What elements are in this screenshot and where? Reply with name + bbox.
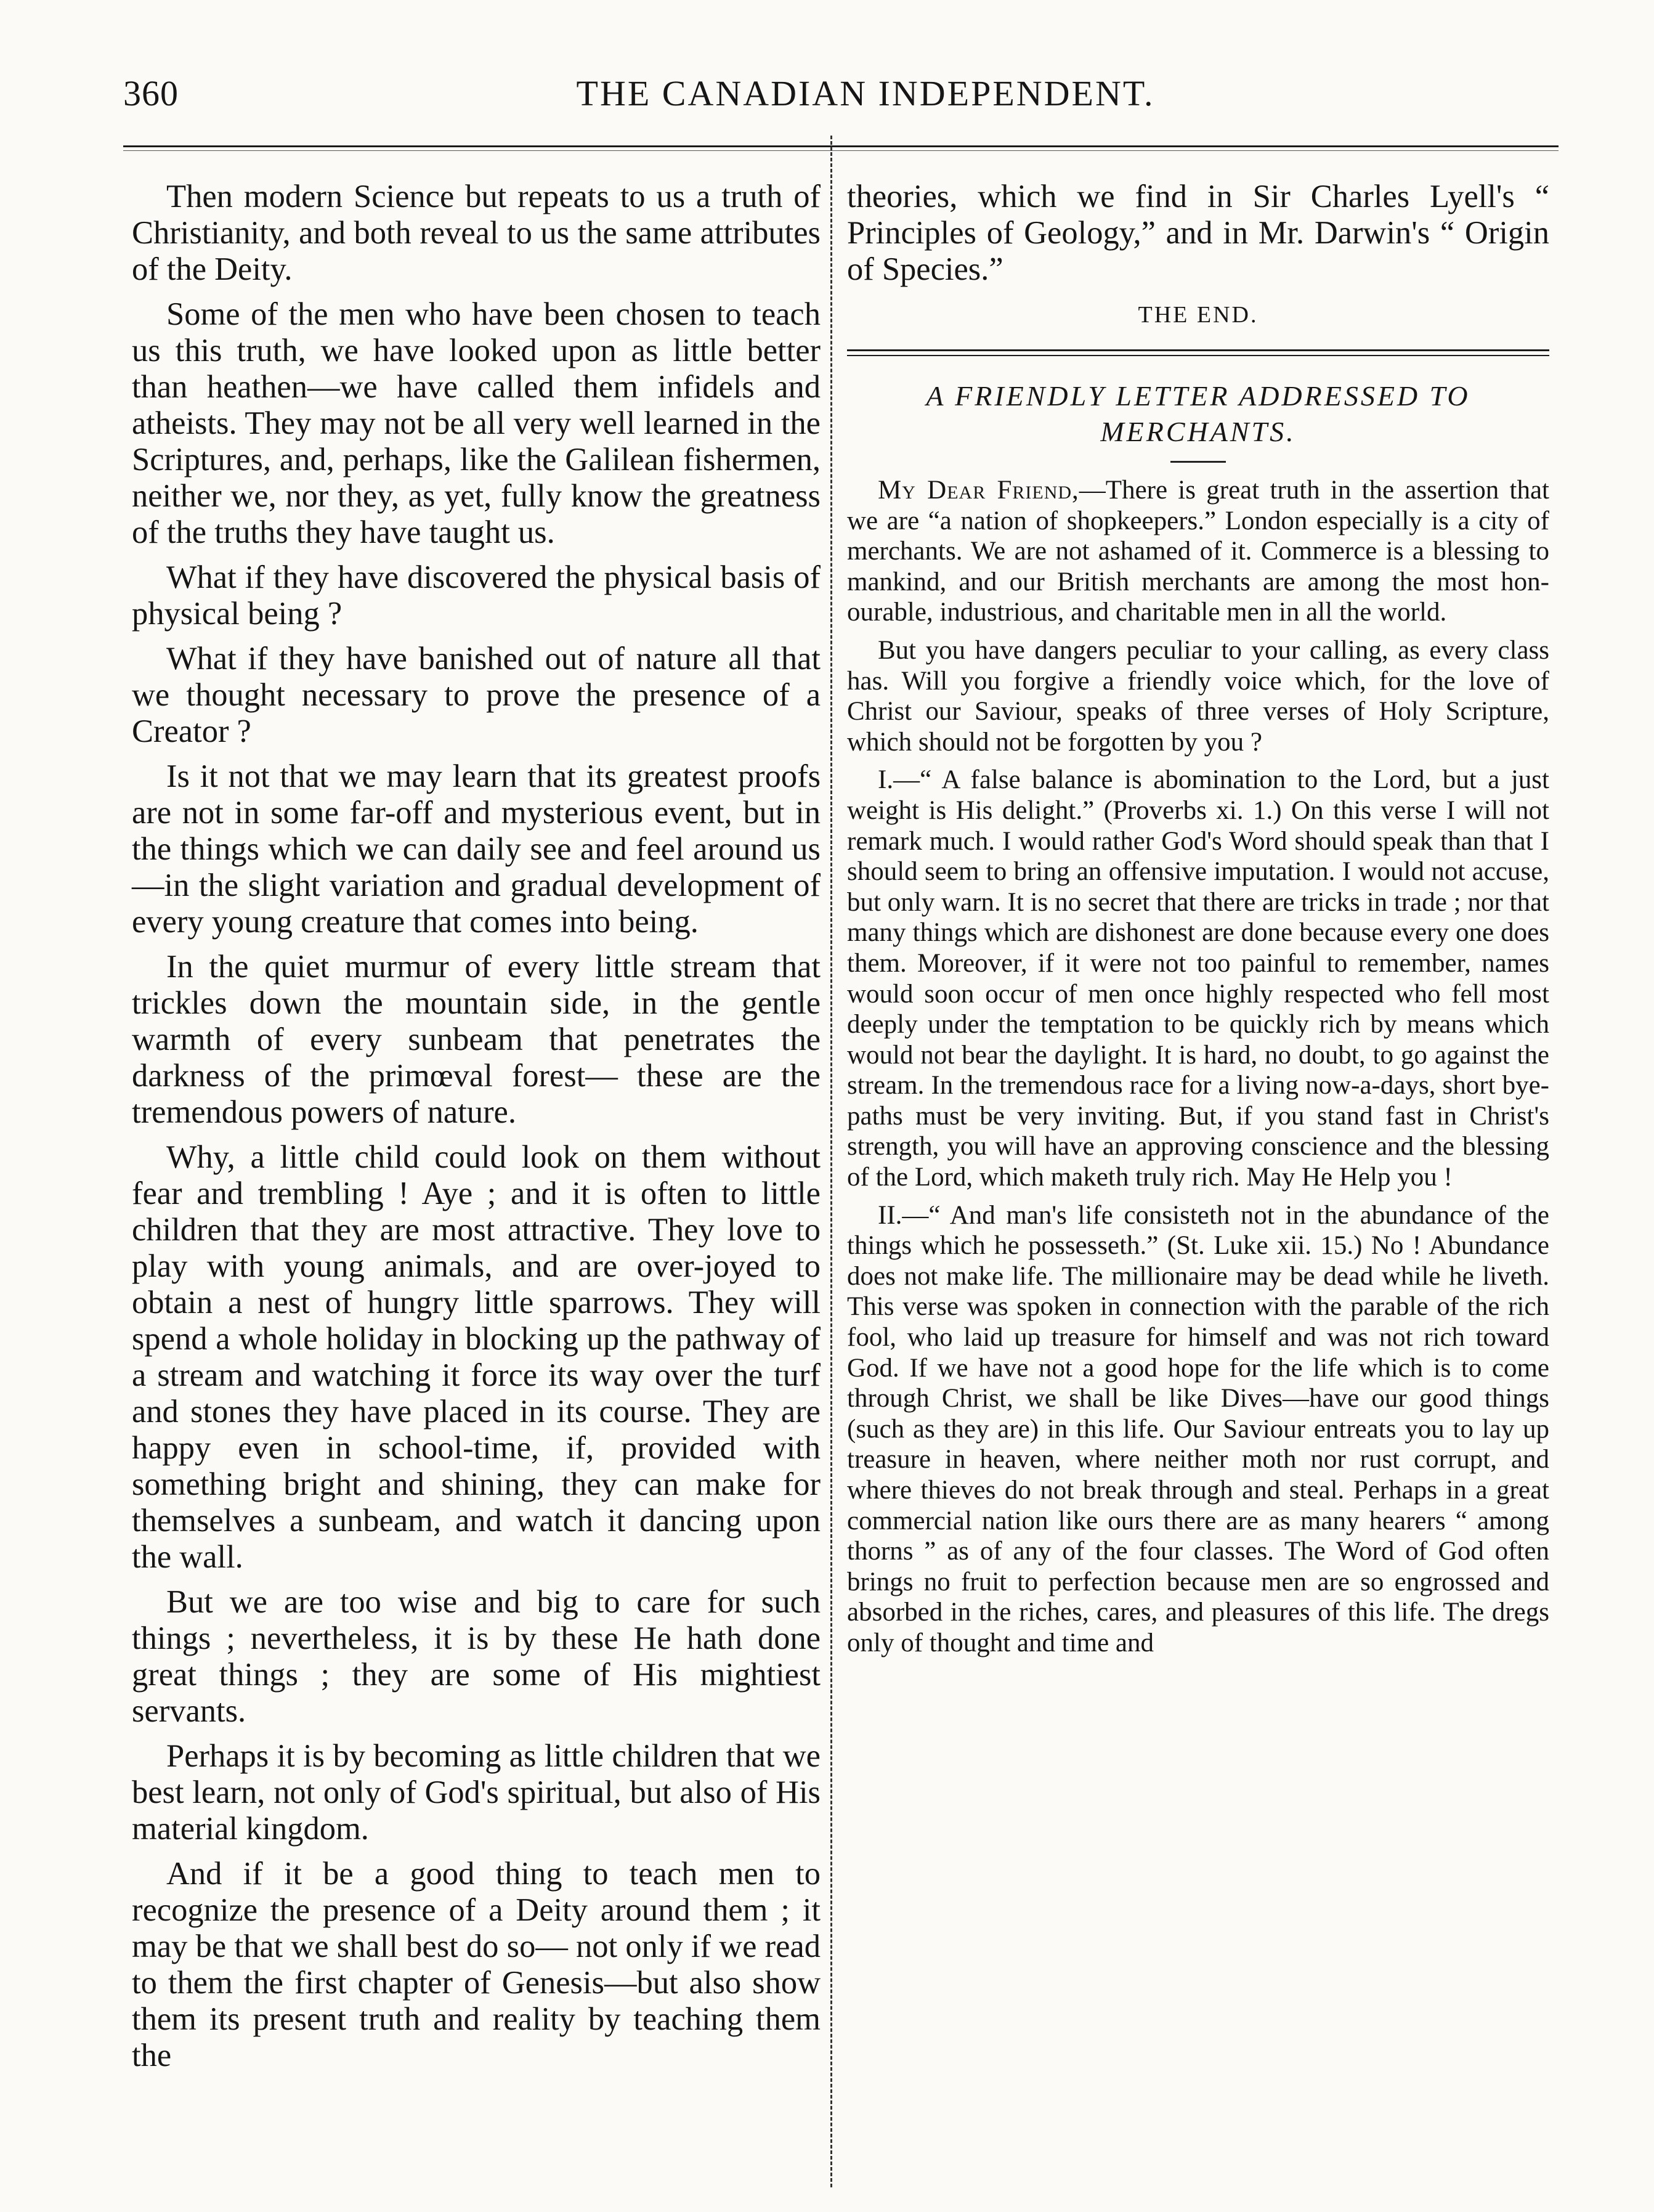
continued-text [847,179,1549,288]
paragraph: What if they have banished out of nature all that we thought necessary to prove the presence of a Creator ? [132,641,821,749]
paragraph: II.—“ And man's life consisteth not in the abundance of the things which he possesseth.” (St. Luke xii. 15.) No ! Abundance does not make life. The millionaire may be dead while he liveth. This verse was spoken in connection with the parable of the rich fool, who laid up treasure for himself and was not rich toward God. If we have not a good hope for the life which is to come through Christ, we shall be like Dives—have our good things (such as they are) in this life. Our Saviour entreats you to lay up treasure in heaven, where neither moth nor rust corrupt, and where thieves do not break through and steal. Perhaps in a great commercial nation like ours there are as many hearers “ among thorns ” as of any of the four classes. The Word of God often brings no fruit to perfection because men are so engrossed and absorbed in the riches, cares, and pleasures of this life. The dregs only of thought and time and [847,1200,1549,1657]
page-number: 360 [123,73,179,113]
header-rule-thin [123,150,1559,151]
right-column [847,179,1549,1666]
paragraph-continuation: theories, which we find in Sir Charles Lyell's “ Principles of Geology,” and in Mr. Darwin's “ Origin of Species.” [847,179,1549,287]
title-rule [1170,461,1226,463]
opening-text: —There is great truth in the assertion that we are “a nation of shopkeepers.” London especially is a city of merchants. We are not ashamed of it. Commerce is a blessing to mankind, and our British merchants are among the most honourable, industrious, and charitable men in all the world. [847,476,1549,627]
paragraph-opening [847,475,1549,628]
article-title: A FRIENDLY LETTER ADDRESSED TO MERCHANTS. [926,380,1470,447]
page-header [123,73,1559,128]
paragraph: What if they have discovered the physical basis of physical being ? [132,559,821,632]
header-rule [123,145,1559,147]
paragraph: But we are too wise and big to care for such things ; nevertheless, it is by these He hath done great things ; they are some of His mightiest servants. [132,1584,821,1729]
salutation: My Dear Friend, [878,476,1079,505]
column-divider [830,136,832,2187]
paragraph: I.—“ A false balance is abomination to the Lord, but a just weight is His delight.” (Proverbs xi. 1.) On this verse I will not remark much. I would rather God's Word should speak than that I should seem to bring an offensive imputation. I would not accuse, but only warn. It is no secret that there are tricks in trade ; nor that many things which are dishonest are done because every one does them. Moreover, if it were not too painful to remember, names would soon occur of men once highly respected who fell most deeply under the temptation to be quickly rich by means which would not bear the daylight. It is hard, no doubt, to go against the stream. In the tremendous race for a living now-a-days, short bye-paths must be very inviting. But, if you stand fast in Christ's strength, you will have an approving conscience and the blessing of the Lord, which maketh truly rich. May He Help you ! [847,765,1549,1192]
paragraph: Some of the men who have been chosen to teach us this truth, we have looked upon as little better than heathen—we have called them infidels and atheists. They may not be all very well learned in the Scriptures, and, perhaps, like the Galilean fishermen, neither we, nor they, as yet, fully know the greatness of the truths they have taught us. [132,296,821,550]
paragraph: And if it be a good thing to teach men to recognize the presence of a Deity around them ; it may be that we shall best do so— not only if we read to them the first chapter of Genesis—but also show them its present truth and reality by teaching them the [132,1856,821,2073]
the-end-marker: THE END. [1138,302,1259,328]
paragraph: Then modern Science but repeats to us a truth of Christianity, and both reveal to us the same attributes of the Deity. [132,179,821,287]
section-double-rule [847,349,1549,356]
paragraph: In the quiet murmur of every little stream that trickles down the mountain side, in the gentle warmth of every sunbeam that penetrates the darkness of the primœval forest— these are the tremendous powers of nature. [132,949,821,1130]
paragraph: Is it not that we may learn that its greatest proofs are not in some far-off and mysterious event, but in the things which we can daily see and feel around us—in the slight variation and gradual development of every young creature that comes into being. [132,758,821,940]
paragraph: But you have dangers peculiar to your calling, as every class has. Will you forgive a friendly voice which, for the love of Christ our Saviour, speaks of three verses of Holy Scripture, which should not be forgotten by you ? [847,635,1549,757]
left-column [132,179,821,2083]
paragraph: Perhaps it is by becoming as little children that we best learn, not only of God's spiritual, but also of His material kingdom. [132,1738,821,1847]
article-body [847,475,1549,1659]
paragraph: Why, a little child could look on them without fear and trembling ! Aye ; and it is often to little children that they are most attractive. They love to play with young animals, and are over-joyed to obtain a nest of hungry little sparrows. They will spend a whole holiday in blocking up the pathway of a stream and watching it force its way over the turf and stones they have placed in its course. They are happy even in school-time, if, provided with something bright and shining, they can make for themselves a sunbeam, and watch it dancing upon the wall. [132,1139,821,1575]
running-title: THE CANADIAN INDEPENDENT. [576,73,1155,113]
